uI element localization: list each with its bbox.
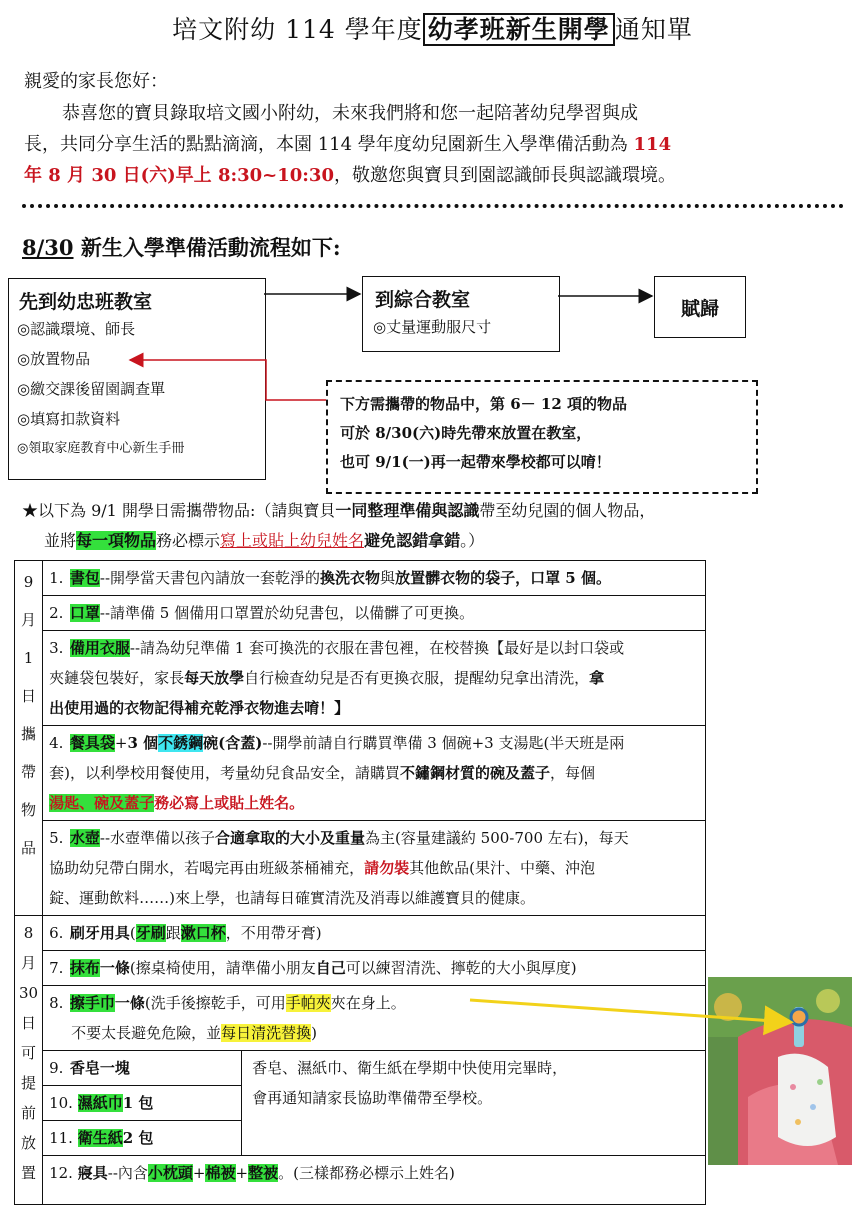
item-1: 1. 書包--開學當天書包內請放一套乾淨的換洗衣物與放置髒衣物的袋子，口罩 5 個。 bbox=[43, 561, 706, 596]
item-12: 12. 寢具--內含小枕頭+棉被+整被。(三樣都務必標示上姓名) bbox=[43, 1156, 706, 1205]
intro-line-3: 年 8 月 30 日(六)早上 8:30~10:30，敬邀您與寶貝到園認識師長與認識環境。 bbox=[24, 165, 676, 186]
side-label-9-1: 9 月 1 日 攜 帶 物 品 bbox=[15, 561, 43, 916]
flow-note-box: 下方需攜帶的物品中，第 6－ 12 項的物品 可於 8/30(六)時先帶來放置在教室， 也可 9/1(一)再一起帶來學校都可以唷！ bbox=[326, 380, 758, 494]
flow-box-classroom: 先到幼忠班教室 ◎認識環境、師長 ◎放置物品 ◎繳交課後留園調查單 ◎填寫扣款資料 ◎領取家庭教育中心新生手冊 bbox=[8, 278, 266, 480]
flow-item: ◎繳交課後留園調查單 bbox=[17, 380, 166, 398]
intro-line-1: 恭喜您的寶貝錄取培文國小附幼，未來我們將和您一起陪著幼兒學習與成 bbox=[62, 103, 638, 124]
item-9: 9. 香皂一塊 bbox=[43, 1051, 242, 1086]
item-8: 8. 擦手巾一條(洗手後擦乾手，可用手帕夾夾在身上。 不要太長避免危險，並每日清洗替換) bbox=[43, 986, 706, 1051]
item-7: 7. 抹布一條(擦桌椅使用，請準備小朋友自己可以練習清洗、擰乾的大小與厚度) bbox=[43, 951, 706, 986]
greeting: 親愛的家長您好： bbox=[24, 71, 168, 92]
item-4: 4. 餐具袋+3 個不銹鋼碗(含蓋)--開學前請自行購買準備 3 個碗+3 支湯匙(半天班是兩 套)，以利學校用餐使用，考量幼兒食品安全，請購買不鏽鋼材質的碗及蓋子，每個 湯匙、碗及蓋子務必寫上或貼上姓名。 bbox=[43, 726, 706, 821]
flow-box-hall: 到綜合教室 ◎丈量運動服尺寸 bbox=[362, 276, 560, 352]
item-6: 6. 刷牙用具(牙刷跟漱口杯，不用帶牙膏) bbox=[43, 916, 706, 951]
item-3: 3. 備用衣服--請為幼兒準備 1 套可換洗的衣服在書包裡，在校替換【最好是以封口袋或 夾鏈袋包裝好，家長每天放學自行檢查幼兒是否有更換衣服，提醒幼兒拿出清洗，拿 出使用過的衣物記得補充乾淨衣物進去唷！】 bbox=[43, 631, 706, 726]
item-11: 11. 衛生紙2 包 bbox=[43, 1121, 242, 1156]
flow-item: ◎放置物品 bbox=[17, 350, 91, 368]
flow-item: ◎領取家庭教育中心新生手冊 bbox=[17, 441, 185, 456]
side-label-8-30: 8 月 30 日 可 提 前 放 置 bbox=[15, 916, 43, 1205]
bring-items-notice: ★以下為 9/1 開學日需攜帶物品:（請與寶貝一同整理準備與認識帶至幼兒園的個人物品， 並將每一項物品務必標示寫上或貼上幼兒姓名避免認錯拿錯。） bbox=[22, 501, 656, 550]
supply-note: 香皂、濕紙巾、衛生紙在學期中快使用完畢時， 會再通知請家長協助準備帶至學校。 bbox=[242, 1051, 706, 1156]
item-5: 5. 水壺--水壺準備以孩子合適拿取的大小及重量為主(容量建議約 500-700 左右)，每天 協助幼兒帶白開水，若喝完再由班級茶桶補充，請勿裝其他飲品(果汁、中藥、沖泡 錠、運動飲料……)來上學，也請每日確實清洗及消毒以維護寶貝的健康。 bbox=[43, 821, 706, 916]
item-2: 2. 口罩--請準備 5 個備用口罩置於幼兒書包，以備髒了可更換。 bbox=[43, 596, 706, 631]
item-10: 10. 濕紙巾1 包 bbox=[43, 1086, 242, 1121]
flow-heading: 8/30 新生入學準備活動流程如下: bbox=[22, 235, 341, 260]
intro-line-2: 長，共同分享生活的點點滴滴，本園 114 學年度幼兒園新生入學準備活動為 114 bbox=[24, 134, 672, 155]
flow-item: ◎填寫扣款資料 bbox=[17, 410, 121, 428]
flow-item: ◎認識環境、師長 bbox=[17, 320, 136, 338]
flow-box-home: 賦歸 bbox=[654, 276, 746, 338]
title-boxed: 幼孝班新生開學 bbox=[423, 13, 615, 46]
page-title: 培文附幼 114 學年度 幼孝班新生開學 通知單 bbox=[172, 15, 693, 44]
